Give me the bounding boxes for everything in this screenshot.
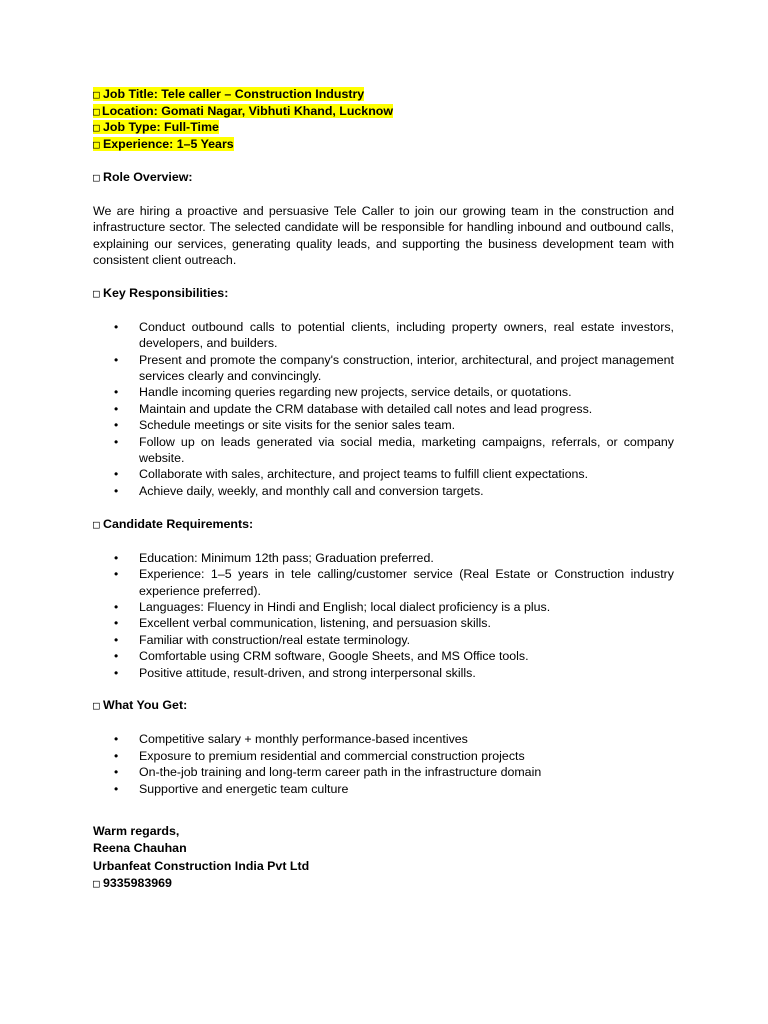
bullet: • <box>114 467 119 482</box>
bullet: • <box>114 599 119 614</box>
bullet: • <box>114 483 119 498</box>
bullet: • <box>114 616 119 631</box>
chart-icon: □ <box>93 137 100 151</box>
bullet: • <box>114 434 119 449</box>
responsibilities-list <box>93 319 674 499</box>
closing: Warm regards, <box>93 823 180 838</box>
bullet: • <box>114 352 119 367</box>
list-item: • Maintain and update the CRM database with detailed call notes and lead progress. <box>114 401 593 416</box>
list-item: • Positive attitude, result-driven, and strong interpersonal skills. <box>114 665 476 680</box>
bullet: • <box>114 748 119 763</box>
bullet: • <box>114 567 119 582</box>
list-item: • Collaborate with sales, architecture, and project teams to fulfill client expectations. <box>114 467 589 482</box>
experience: Experience: 1–5 Years <box>103 136 234 151</box>
location-pin-icon: □ <box>93 104 100 118</box>
list-item: • Present and promote the company's construction, interior, architectural, and project management services clearly and convincingly. <box>114 352 674 384</box>
list-item: • Handle incoming queries regarding new projects, service details, or quotations. <box>114 385 572 400</box>
list-item: • Excellent verbal communication, listening, and persuasion skills. <box>114 616 491 631</box>
phone-number: 9335983969 <box>103 876 172 891</box>
signer-name: Reena Chauhan <box>93 841 187 856</box>
list-item: • Follow up on leads generated via social media, marketing campaigns, referrals, or company website. <box>114 434 674 466</box>
list-item: • Experience: 1–5 years in tele calling/customer service (Real Estate or Construction industry experience preferred). <box>114 567 674 598</box>
benefits-heading: □ What You Get: <box>93 697 674 714</box>
list-item: • Schedule meetings or site visits for the senior sales team. <box>114 418 456 433</box>
requirements-heading: □ Candidate Requirements: <box>93 516 674 533</box>
bullet: • <box>114 649 119 664</box>
target-icon: □ <box>93 286 100 300</box>
job-title: Job Title: Tele caller – Construction Industry <box>103 87 365 101</box>
list-item: • Languages: Fluency in Hindi and English; local dialect proficiency is a plus. <box>114 599 551 614</box>
job-type: Job Type: Full-Time <box>103 120 219 135</box>
responsibilities-heading: □ Key Responsibilities: <box>93 285 674 302</box>
bullet: • <box>114 732 119 747</box>
gift-icon: □ <box>93 699 100 713</box>
list-item: • Conduct outbound calls to potential clients, including property owners, real estate investors, developers, and builders. <box>114 319 674 351</box>
bullet: • <box>114 401 119 416</box>
experience-line <box>93 136 674 153</box>
job-type-line <box>93 119 674 136</box>
location: Location: Gomati Nagar, Vibhuti Khand, Lucknow <box>102 103 393 118</box>
list-item: • On-the-job training and long-term career path in the infrastructure domain <box>114 765 542 780</box>
role-overview-text: We are hiring a proactive and persuasive Tele Caller to join our growing team in the construction and infrastructure sector. The selected candidate will be responsible for handling inbound and outbound calls, explaining our services, generating quality leads, and supporting the business development team with consistent client outreach. <box>93 203 674 267</box>
list-item: • Achieve daily, weekly, and monthly call and conversion targets. <box>114 483 484 498</box>
magnifier-icon: □ <box>93 170 100 184</box>
clock-icon: □ <box>93 121 100 135</box>
list-item: • Education: Minimum 12th pass; Graduation preferred. <box>114 550 434 565</box>
list-item: • Supportive and energetic team culture <box>114 781 349 796</box>
phone-line <box>93 875 674 892</box>
job-posting-document <box>93 86 674 893</box>
bullet: • <box>114 665 119 680</box>
list-item: • Familiar with construction/real estate terminology. <box>114 632 411 647</box>
bullet: • <box>114 550 119 565</box>
job-title-line <box>93 86 674 103</box>
bullet: • <box>114 418 119 433</box>
company-name: Urbanfeat Construction India Pvt Ltd <box>93 858 310 873</box>
location-line <box>93 103 674 120</box>
requirements-list <box>93 550 674 681</box>
list-item: • Exposure to premium residential and commercial construction projects <box>114 748 525 763</box>
phone-icon: □ <box>93 877 100 891</box>
list-item: • Competitive salary + monthly performance-based incentives <box>114 732 468 747</box>
list-item: • Comfortable using CRM software, Google Sheets, and MS Office tools. <box>114 649 529 664</box>
checklist-icon: □ <box>93 517 100 531</box>
bullet: • <box>114 632 119 647</box>
benefits-list <box>93 731 674 797</box>
bullet: • <box>114 385 119 400</box>
bullet: • <box>114 319 119 334</box>
briefcase-icon: □ <box>93 88 100 101</box>
bullet: • <box>114 765 119 780</box>
bullet: • <box>114 781 119 796</box>
role-overview-heading: □ Role Overview: <box>93 169 674 186</box>
